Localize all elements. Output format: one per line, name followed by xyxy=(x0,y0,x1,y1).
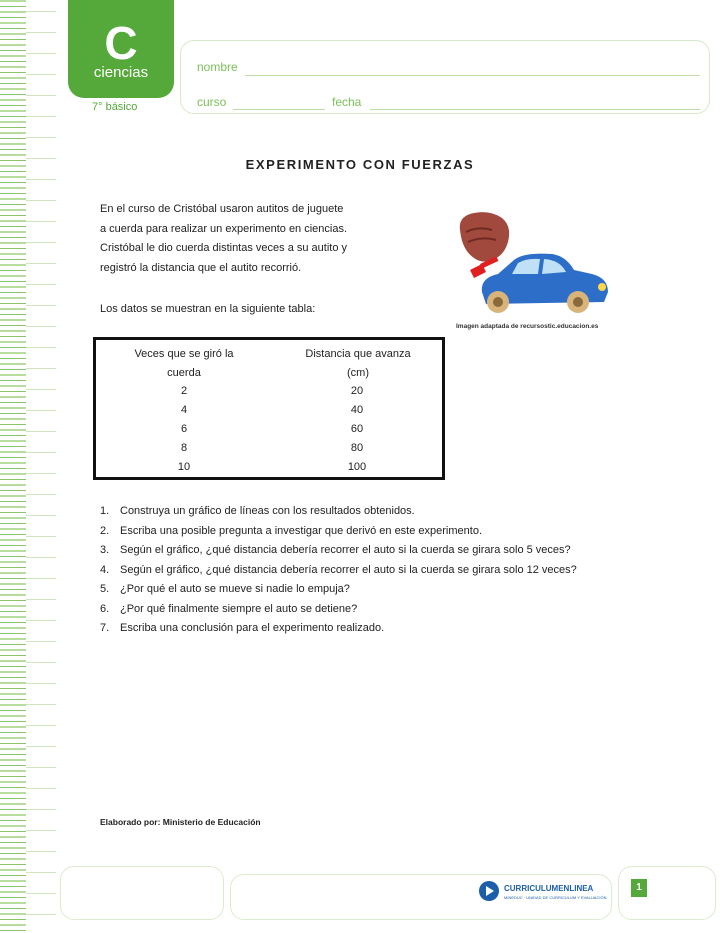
table-header-turns xyxy=(104,345,264,383)
name-label: nombre xyxy=(197,60,238,74)
question-item xyxy=(100,600,622,620)
question-text: Según el gráfico, ¿qué distancia debería recorrer el auto si la cuerda se girara solo 5 veces? xyxy=(120,544,571,556)
page-number: 1 xyxy=(631,879,647,897)
header-line: cuerda xyxy=(167,367,201,379)
table-cell: 4 xyxy=(180,404,188,416)
intro-paragraph xyxy=(100,200,440,278)
hand-icon xyxy=(460,212,509,261)
badge-subject: ciencias xyxy=(93,64,149,81)
question-text: ¿Por qué finalmente siempre el auto se detiene? xyxy=(120,602,358,615)
curriculum-logo-icon xyxy=(479,881,499,901)
table-cell: 20 xyxy=(350,385,364,397)
table-cell: 2 xyxy=(180,385,188,397)
decorative-left-lines xyxy=(26,0,56,933)
header-line: Distancia que avanza xyxy=(305,348,411,360)
table-cell: 100 xyxy=(347,461,367,473)
intro-line: registró la distancia que el autito recorrió. xyxy=(100,261,302,274)
question-number: 6. xyxy=(100,602,110,615)
table-cell: 10 xyxy=(177,461,191,473)
student-info-form xyxy=(180,40,710,114)
question-number: 5. xyxy=(100,583,110,595)
image-caption: Imagen adaptada de recursostic.educacion.es xyxy=(456,323,599,330)
credit-text: Elaborado por: Ministerio de Educación xyxy=(100,817,261,827)
logo-subtext: MINEDUC · UNIDAD DE CURRICULUM Y EVALUACIÓN xyxy=(504,895,607,900)
subject-badge xyxy=(68,0,174,98)
question-text: Según el gráfico, ¿qué distancia debería recorrer el auto si la cuerda se girara solo 12 veces? xyxy=(120,563,577,576)
table-cell: 60 xyxy=(350,423,364,435)
question-number: 7. xyxy=(100,622,110,634)
table-cell: 6 xyxy=(180,423,188,435)
question-number: 2. xyxy=(100,524,110,537)
question-item xyxy=(100,502,622,522)
date-field[interactable] xyxy=(370,109,700,110)
question-item xyxy=(100,580,622,600)
footer-box-left xyxy=(60,866,224,920)
logo-text: CURRICULUMENLINEA xyxy=(504,884,594,893)
question-item xyxy=(100,619,622,639)
question-text: Escriba una conclusión para el experimento realizado. xyxy=(120,622,385,634)
question-text: Escriba una posible pregunta a investigar que derivó en este experimento. xyxy=(120,524,483,537)
question-item xyxy=(100,522,622,542)
question-number: 1. xyxy=(100,505,110,517)
intro-line: En el curso de Cristóbal usaron autitos de juguete xyxy=(100,203,344,215)
table-header-distance xyxy=(278,345,438,383)
date-label: fecha xyxy=(332,95,362,109)
course-field[interactable] xyxy=(233,109,325,110)
name-field[interactable] xyxy=(245,75,700,76)
table-cell: 40 xyxy=(350,404,364,416)
question-number: 4. xyxy=(100,563,110,576)
decorative-left-strip xyxy=(0,0,26,933)
table-intro: Los datos se muestran en la siguiente tabla: xyxy=(100,303,316,315)
grade-label: 7° básico xyxy=(92,101,138,113)
header-line: (cm) xyxy=(347,367,369,379)
page-title: EXPERIMENTO CON FUERZAS xyxy=(245,157,475,172)
intro-line: a cuerda para realizar un experimento en ciencias. xyxy=(100,222,348,235)
intro-line: Cristóbal le dio cuerda distintas veces a su autito y xyxy=(100,242,348,254)
toy-car-illustration xyxy=(452,208,614,320)
question-item xyxy=(100,561,622,581)
question-text: ¿Por qué el auto se mueve si nadie lo empuja? xyxy=(120,583,350,595)
course-label: curso xyxy=(197,95,227,109)
question-item xyxy=(100,541,622,561)
question-list xyxy=(100,502,622,639)
question-number: 3. xyxy=(100,544,110,556)
question-text: Construya un gráfico de líneas con los resultados obtenidos. xyxy=(120,505,415,517)
header-line: Veces que se giró la xyxy=(134,348,234,360)
data-table xyxy=(93,337,445,480)
table-cell: 8 xyxy=(180,442,188,454)
car-icon xyxy=(482,254,608,313)
badge-letter: C xyxy=(104,17,138,69)
table-cell: 80 xyxy=(350,442,364,454)
